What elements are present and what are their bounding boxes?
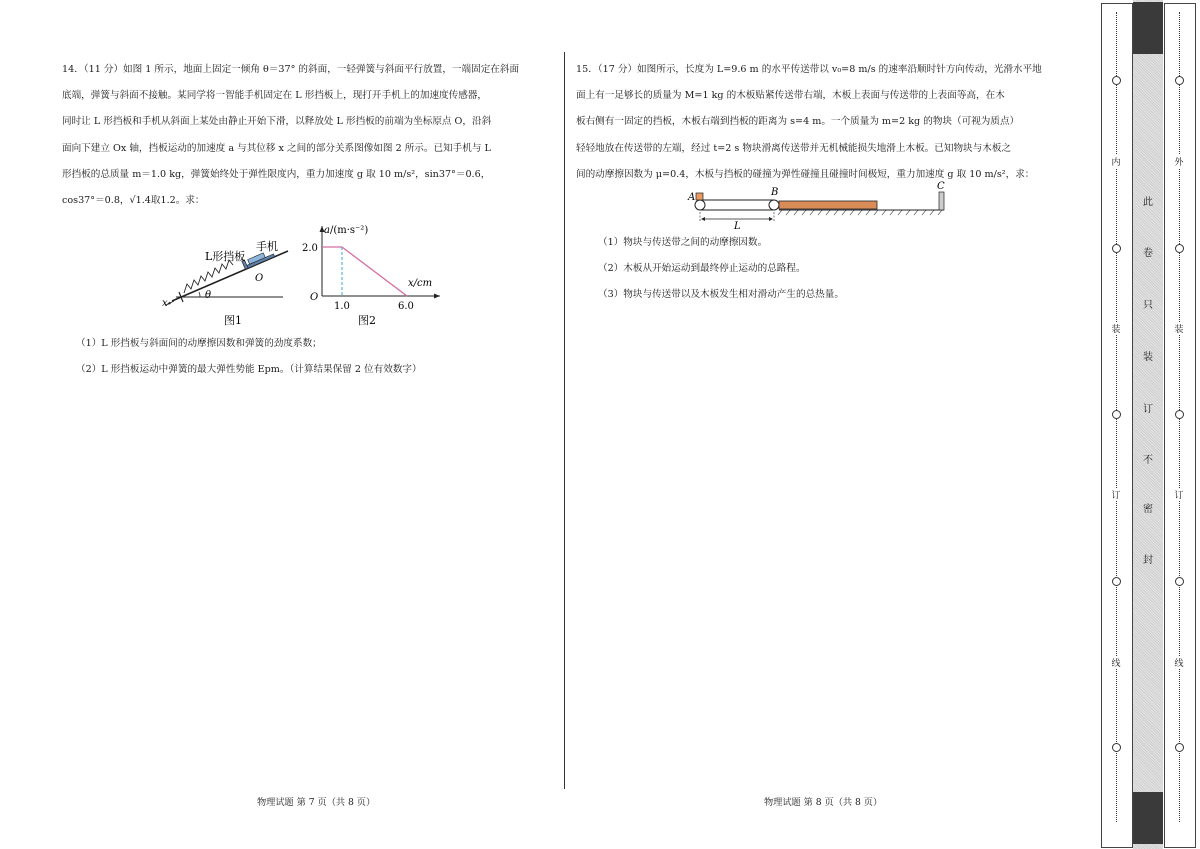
page-7: [0, 0, 560, 849]
q15-sub-3: （3）物块与传送带以及木板发生相对滑动产生的总热量。: [598, 289, 844, 300]
label-origin-o: O: [255, 273, 264, 284]
q15-line: 面上有一足够长的质量为 M=1 kg 的木板贴紧传送带右端，木板上表面与传送带的上表面等高，在木: [576, 90, 1005, 102]
question-14-text: [62, 57, 548, 214]
question-15-text: [576, 57, 1064, 188]
ground-hatching: [778, 210, 942, 215]
page-8: [568, 0, 1078, 849]
x-axis-label: x/cm: [408, 278, 433, 289]
y-axis-label: a/(m·s⁻²): [324, 225, 369, 236]
band-char: 不: [1143, 455, 1153, 466]
figure-1-incline: [160, 235, 295, 330]
label-theta: θ: [205, 290, 212, 301]
figure-2-graph: [300, 220, 450, 330]
page-footer-7: 物理试题 第 7 页（共 8 页）: [257, 797, 376, 808]
spring: [184, 260, 233, 293]
figure-conveyor: [682, 180, 952, 230]
band-char: 只: [1143, 300, 1153, 311]
binding-hole: [1112, 743, 1121, 752]
binding-dark-top: [1133, 2, 1163, 54]
inner-label: 内: [1110, 155, 1122, 168]
label-a: A: [688, 192, 696, 203]
binding-hole: [1175, 410, 1184, 419]
inner-label: 线: [1110, 656, 1122, 669]
outer-label: 装: [1173, 322, 1185, 335]
q14-line: 面向下建立 Ox 轴，挡板运动的加速度 a 与其位移 x 之间的部分关系图像如图 2 所示。已知手机与 L: [62, 142, 491, 154]
pulley-left: [695, 200, 705, 210]
inner-label: 装: [1110, 322, 1122, 335]
figure-1-caption: 图1: [224, 314, 242, 327]
label-x: x: [162, 298, 168, 309]
q15-sub-2: （2）木板从开始运动到最终停止运动的总路程。: [598, 263, 806, 274]
binding-hole: [1175, 76, 1184, 85]
page-footer-8: 物理试题 第 8 页（共 8 页）: [764, 797, 883, 808]
binding-shaded-band: [1133, 0, 1163, 849]
binding-hole: [1175, 244, 1184, 253]
binding-hole: [1175, 743, 1184, 752]
binding-strip: [1098, 0, 1200, 849]
q15-sub-1: （1）物块与传送带之间的动摩擦因数。: [598, 237, 768, 248]
wooden-board: [779, 201, 877, 209]
q14-line: 底端，弹簧与斜面不接触。某同学将一智能手机固定在 L 形挡板上，现打开手机上的加速度传感器，: [62, 90, 487, 102]
binding-hole: [1112, 410, 1121, 419]
label-c: C: [937, 181, 945, 192]
band-char: 密: [1143, 504, 1153, 515]
band-char: 装: [1143, 352, 1153, 363]
q14-line: 同时让 L 形挡板和手机从斜面上某处由静止开始下滑，以释放处 L 形挡板的前端为坐标原点 O，沿斜: [62, 116, 492, 128]
outer-label: 外: [1173, 155, 1185, 168]
block-a: [696, 193, 703, 200]
q15-line: 轻轻地放在传送带的左端，经过 t=2 s 物块滑离传送带并无机械能损失地滑上木板。已知物块与木板之: [576, 142, 1012, 154]
x-tick-6: 6.0: [398, 301, 414, 312]
x-tick-1: 1.0: [334, 301, 350, 312]
label-l: L: [734, 221, 741, 230]
q15-line: 15．（17 分）如图所示，长度为 L=9.6 m 的水平传送带以 v₀=8 m/s 的速率沿顺时针方向传动，光滑水平地: [576, 64, 1042, 75]
fixed-stop-c: [939, 192, 944, 210]
figure-2-caption: 图2: [358, 314, 376, 327]
y-tick-2: 2.0: [302, 243, 318, 254]
binding-inner-box: [1101, 3, 1133, 848]
outer-label: 订: [1173, 488, 1185, 501]
label-b: B: [771, 187, 779, 198]
page-divider: [564, 52, 565, 789]
band-char: 卷: [1143, 248, 1153, 259]
q14-sub-1: （1）L 形挡板与斜面间的动摩擦因数和弹簧的劲度系数；: [76, 338, 322, 349]
q14-line: 14．（11 分）如图 1 所示，地面上固定一倾角 θ＝37° 的斜面，一轻弹簧与斜面平行放置，一端固定在斜面: [62, 64, 520, 75]
binding-hole: [1175, 577, 1184, 586]
label-phone: 手机: [256, 240, 278, 253]
band-char: 封: [1143, 555, 1153, 566]
q15-line: 间的动摩擦因数为 μ=0.4，木板与挡板的碰撞为弹性碰撞且碰撞时间极短，重力加速度 g 取 10 m/s²，求：: [576, 168, 1035, 180]
theta-arc: [199, 292, 200, 297]
graph-sloped-segment: [342, 247, 407, 296]
binding-dark-bottom: [1133, 792, 1163, 844]
binding-outer-box: [1164, 3, 1196, 848]
origin-label: O: [310, 292, 319, 303]
q15-line: 板右侧有一固定的挡板，木板右端到挡板的距离为 s=4 m。一个质量为 m=2 kg 的物块（可视为质点）: [576, 116, 1020, 128]
band-char: 此: [1143, 197, 1153, 208]
label-l-board: L形挡板: [205, 250, 246, 263]
q14-line: cos37°＝0.8，√1.4取1.2。求：: [62, 195, 205, 207]
q14-line: 形挡板的总质量 m＝1.0 kg，弹簧始终处于弹性限度内，重力加速度 g 取 10 m/s²，sin37°＝0.6，: [62, 168, 491, 180]
outer-label: 线: [1173, 656, 1185, 669]
pulley-right: [769, 200, 779, 210]
binding-hole: [1112, 76, 1121, 85]
binding-hole: [1112, 577, 1121, 586]
q14-sub-2: （2）L 形挡板运动中弹簧的最大弹性势能 Epm。（计算结果保留 2 位有效数字）: [76, 364, 422, 375]
inner-label: 订: [1110, 488, 1122, 501]
band-char: 订: [1143, 404, 1153, 415]
binding-hole: [1112, 244, 1121, 253]
